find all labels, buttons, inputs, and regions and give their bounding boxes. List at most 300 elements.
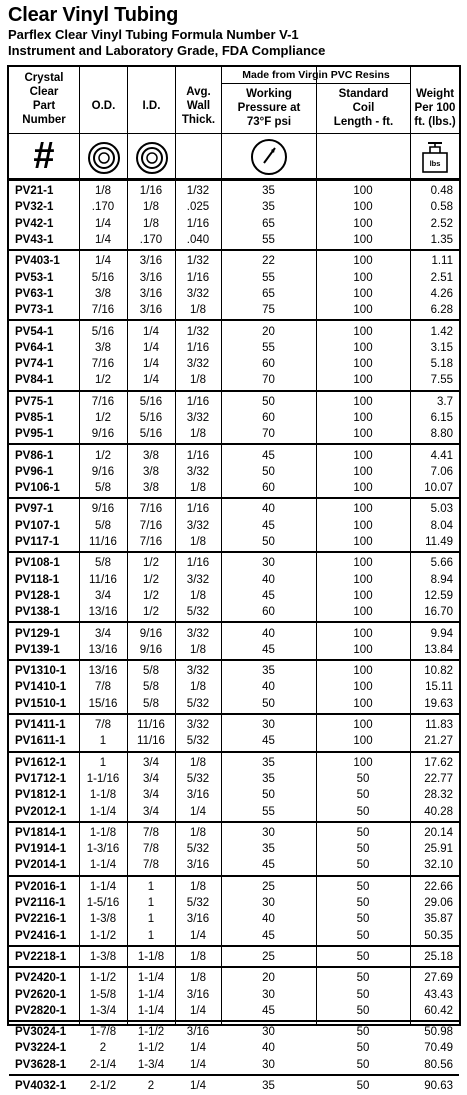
cell-wall-thickness: 1/8 bbox=[190, 304, 206, 317]
cell-coil-length: 100 bbox=[353, 735, 373, 748]
cell-id: 9/16 bbox=[139, 643, 163, 656]
cell-part-number: PV95-1 bbox=[15, 428, 54, 441]
cell-part-number: PV54-1 bbox=[15, 325, 54, 338]
table-row bbox=[9, 183, 459, 199]
cell-coil-length: 100 bbox=[353, 606, 373, 619]
cell-id: 1 bbox=[147, 913, 155, 926]
cell-coil-length: 100 bbox=[353, 201, 373, 214]
table-row bbox=[9, 879, 459, 895]
cell-id: 1/4 bbox=[143, 374, 159, 387]
cell-weight: 8.94 bbox=[430, 573, 453, 586]
cell-working-pressure: 45 bbox=[262, 735, 275, 748]
cell-weight: 15.11 bbox=[425, 681, 453, 694]
cell-weight: 0.58 bbox=[430, 201, 453, 214]
header-od bbox=[79, 67, 127, 178]
weight-scale-icon bbox=[420, 139, 450, 175]
cell-weight: 3.7 bbox=[437, 395, 453, 408]
cell-part-number: PV85-1 bbox=[15, 412, 54, 424]
cell-weight: 1.42 bbox=[430, 325, 453, 338]
cell-od: 1-1/16 bbox=[86, 772, 120, 785]
header-wall-line: Thick. bbox=[181, 114, 216, 126]
table-row bbox=[9, 857, 459, 873]
cell-id: 1/2 bbox=[143, 557, 159, 570]
cell-wall-thickness: 1/16 bbox=[186, 395, 210, 408]
cell-wall-thickness: 1/4 bbox=[190, 929, 206, 942]
table-row bbox=[9, 372, 459, 388]
cell-wall-thickness: 3/16 bbox=[186, 789, 210, 802]
cell-wall-thickness: 5/32 bbox=[186, 606, 210, 619]
cell-weight: 2.52 bbox=[430, 217, 453, 230]
cell-working-pressure: 35 bbox=[262, 185, 275, 198]
header-pressure bbox=[221, 67, 316, 178]
cell-part-number: PV2012-1 bbox=[15, 805, 67, 818]
cell-id: 1/2 bbox=[143, 573, 159, 586]
header-wall bbox=[175, 67, 221, 178]
cell-od: 1 bbox=[99, 756, 107, 769]
cell-wall-thickness: 3/32 bbox=[186, 627, 210, 640]
cell-id: 7/8 bbox=[143, 859, 159, 872]
cell-weight: 20.14 bbox=[424, 826, 453, 839]
row-group bbox=[9, 181, 459, 251]
cell-wall-thickness: 1/8 bbox=[190, 374, 206, 387]
cell-od: 5/8 bbox=[95, 482, 111, 495]
cell-id: 3/16 bbox=[139, 255, 163, 268]
cell-part-number: PV1914-1 bbox=[15, 843, 67, 856]
table-row bbox=[9, 199, 459, 215]
cell-part-number: PV1510-1 bbox=[15, 697, 67, 710]
cell-wall-thickness: 1/32 bbox=[186, 255, 210, 268]
cell-wall-thickness: .040 bbox=[186, 234, 210, 247]
cell-weight: 6.28 bbox=[430, 304, 453, 317]
row-group bbox=[9, 553, 459, 623]
cell-od: 1-1/2 bbox=[89, 929, 117, 942]
cell-weight: 28.32 bbox=[424, 789, 453, 802]
table-row bbox=[9, 679, 459, 695]
cell-weight: 5.03 bbox=[430, 503, 453, 516]
cell-part-number: PV3224-1 bbox=[15, 1042, 67, 1055]
cell-working-pressure: 50 bbox=[262, 465, 275, 478]
cell-part-number: PV96-1 bbox=[15, 465, 54, 478]
cell-weight: 2.51 bbox=[430, 271, 453, 284]
cell-part-number: PV2416-1 bbox=[15, 929, 67, 942]
cell-coil-length: 100 bbox=[353, 234, 373, 247]
cell-wall-thickness: 1/16 bbox=[186, 557, 210, 570]
cell-od: 1-1/4 bbox=[89, 880, 117, 893]
subtitle-formula: Parflex Clear Vinyl Tubing Formula Number V-1 bbox=[8, 27, 299, 42]
cell-working-pressure: 45 bbox=[262, 519, 275, 532]
cell-wall-thickness: 1/8 bbox=[190, 536, 206, 549]
cell-wall-thickness: 1/8 bbox=[190, 681, 206, 694]
table-row bbox=[9, 1078, 459, 1094]
cell-coil-length: 50 bbox=[356, 988, 370, 1001]
cell-part-number: PV128-1 bbox=[15, 589, 60, 602]
cell-od: 11/16 bbox=[89, 536, 117, 549]
header-weight-line: ft. (lbs.) bbox=[414, 116, 456, 128]
cell-weight: 7.06 bbox=[430, 465, 453, 478]
cell-coil-length: 100 bbox=[353, 325, 373, 338]
cell-wall-thickness: 1/16 bbox=[186, 503, 210, 516]
cell-id: 5/16 bbox=[139, 412, 163, 424]
table-row bbox=[9, 501, 459, 517]
cell-id: 1/8 bbox=[143, 217, 159, 230]
cell-od: 5/16 bbox=[91, 271, 115, 284]
table-row bbox=[9, 286, 459, 302]
cell-id: 3/8 bbox=[143, 482, 159, 495]
header-od-label: O.D. bbox=[91, 100, 116, 112]
table-row bbox=[9, 410, 459, 426]
row-group bbox=[9, 823, 459, 877]
table-row bbox=[9, 555, 459, 571]
cell-part-number: PV1712-1 bbox=[15, 772, 67, 785]
cell-coil-length: 100 bbox=[353, 756, 373, 769]
cell-wall-thickness: 3/32 bbox=[186, 665, 210, 678]
cell-od: 1-3/8 bbox=[89, 950, 117, 963]
cell-part-number: PV2014-1 bbox=[15, 859, 67, 872]
cell-id: 3/4 bbox=[143, 805, 159, 818]
cell-weight: 19.63 bbox=[424, 697, 453, 710]
cell-coil-length: 50 bbox=[356, 950, 370, 963]
cell-weight: 11.49 bbox=[425, 536, 453, 549]
row-group bbox=[9, 1022, 459, 1076]
cell-weight: 50.98 bbox=[424, 1026, 453, 1039]
cell-working-pressure: 30 bbox=[262, 1058, 275, 1071]
cell-coil-length: 100 bbox=[353, 503, 373, 516]
header-part-line: Crystal bbox=[24, 72, 64, 84]
cell-part-number: PV118-1 bbox=[15, 573, 60, 586]
cell-wall-thickness: 1/8 bbox=[190, 950, 206, 963]
cell-coil-length: 50 bbox=[356, 1042, 370, 1055]
cell-coil-length: 100 bbox=[353, 341, 373, 354]
cell-od: 13/16 bbox=[88, 665, 118, 678]
cell-part-number: PV2820-1 bbox=[15, 1004, 67, 1017]
cell-od: 9/16 bbox=[91, 503, 115, 516]
cell-od: 3/8 bbox=[95, 341, 111, 354]
cell-working-pressure: 35 bbox=[262, 756, 275, 769]
cell-coil-length: 50 bbox=[356, 1004, 370, 1017]
table-row bbox=[9, 663, 459, 679]
cell-working-pressure: 30 bbox=[262, 826, 275, 839]
cell-part-number: PV1612-1 bbox=[15, 756, 67, 769]
header-part-line: Number bbox=[22, 114, 66, 126]
cell-od: 1-1/2 bbox=[89, 972, 117, 985]
table-row bbox=[9, 755, 459, 771]
cell-part-number: PV86-1 bbox=[15, 449, 54, 462]
cell-part-number: PV21-1 bbox=[15, 185, 54, 198]
cell-wall-thickness: 3/32 bbox=[186, 573, 210, 586]
cell-id: 1-1/2 bbox=[137, 1042, 165, 1055]
cell-weight: 22.77 bbox=[424, 772, 453, 785]
cell-working-pressure: 40 bbox=[262, 1042, 275, 1055]
header-wall-line: Wall bbox=[186, 100, 211, 112]
header-weight bbox=[410, 67, 459, 178]
cell-part-number: PV84-1 bbox=[15, 374, 54, 387]
cell-id: 1/4 bbox=[143, 358, 159, 371]
header-id-label: I.D. bbox=[142, 100, 161, 112]
table-row bbox=[9, 302, 459, 318]
cell-coil-length: 50 bbox=[356, 1026, 370, 1039]
cell-weight: 13.84 bbox=[424, 643, 453, 656]
header-divider bbox=[9, 133, 459, 134]
cell-working-pressure: 50 bbox=[262, 789, 275, 802]
cell-weight: 0.48 bbox=[430, 185, 453, 198]
table-row bbox=[9, 911, 459, 927]
cell-coil-length: 50 bbox=[356, 897, 370, 910]
cell-od: 1/8 bbox=[95, 185, 111, 198]
cell-working-pressure: 60 bbox=[262, 606, 275, 619]
cell-wall-thickness: 3/32 bbox=[186, 287, 210, 300]
cell-coil-length: 100 bbox=[353, 304, 373, 317]
cell-weight: 5.66 bbox=[430, 557, 453, 570]
cell-weight: 25.91 bbox=[424, 843, 453, 856]
row-group bbox=[9, 623, 459, 661]
cell-working-pressure: 40 bbox=[262, 913, 275, 926]
cell-coil-length: 100 bbox=[353, 217, 373, 230]
cell-coil-length: 100 bbox=[353, 482, 373, 495]
row-group bbox=[9, 1076, 459, 1095]
cell-weight: 43.43 bbox=[424, 988, 453, 1001]
cell-weight: 27.69 bbox=[424, 972, 453, 985]
row-group bbox=[9, 661, 459, 715]
cell-working-pressure: 75 bbox=[262, 304, 275, 317]
table-row bbox=[9, 970, 459, 986]
cell-coil-length: 100 bbox=[353, 255, 373, 268]
cell-part-number: PV2016-1 bbox=[15, 880, 67, 893]
cell-part-number: PV138-1 bbox=[15, 606, 60, 619]
cell-od: 5/8 bbox=[95, 519, 111, 532]
cell-weight: 12.59 bbox=[424, 589, 453, 602]
cell-id: 7/16 bbox=[139, 536, 163, 549]
cell-od: 1/2 bbox=[95, 449, 111, 462]
cell-working-pressure: 55 bbox=[262, 234, 275, 247]
cell-wall-thickness: 3/16 bbox=[186, 988, 210, 1001]
id-ring-icon bbox=[135, 141, 169, 175]
cell-working-pressure: 30 bbox=[262, 719, 275, 732]
cell-od: 1/2 bbox=[95, 374, 111, 387]
cell-wall-thickness: 1/4 bbox=[190, 1079, 206, 1092]
cell-id: 1/4 bbox=[143, 325, 159, 338]
table-body bbox=[9, 181, 459, 1095]
cell-weight: 3.15 bbox=[430, 341, 453, 354]
cell-wall-thickness: 1/4 bbox=[190, 1042, 206, 1055]
cell-id: 5/16 bbox=[139, 428, 163, 441]
cell-working-pressure: 35 bbox=[262, 1079, 275, 1092]
cell-part-number: PV1410-1 bbox=[15, 681, 67, 694]
table-row bbox=[9, 216, 459, 232]
cell-wall-thickness: 3/16 bbox=[186, 1026, 210, 1039]
table-row bbox=[9, 927, 459, 943]
cell-od: 5/8 bbox=[95, 557, 111, 570]
cell-weight: 29.06 bbox=[424, 897, 453, 910]
cell-working-pressure: 70 bbox=[262, 374, 275, 387]
cell-part-number: PV42-1 bbox=[15, 217, 54, 230]
cell-wall-thickness: 3/32 bbox=[186, 719, 210, 732]
cell-working-pressure: 45 bbox=[262, 1004, 275, 1017]
cell-id: 7/16 bbox=[139, 503, 163, 516]
cell-part-number: PV4032-1 bbox=[15, 1079, 67, 1092]
cell-working-pressure: 45 bbox=[262, 643, 275, 656]
cell-id: 5/8 bbox=[143, 665, 159, 678]
table-row bbox=[9, 986, 459, 1002]
cell-coil-length: 50 bbox=[356, 772, 370, 785]
cell-od: 7/16 bbox=[91, 358, 115, 371]
cell-od: 1-1/4 bbox=[89, 859, 117, 872]
cell-coil-length: 50 bbox=[356, 1079, 370, 1092]
cell-od: 9/16 bbox=[91, 428, 115, 441]
cell-part-number: PV2420-1 bbox=[15, 972, 67, 985]
cell-working-pressure: 50 bbox=[262, 536, 275, 549]
row-group bbox=[9, 251, 459, 321]
table-row bbox=[9, 1024, 459, 1040]
cell-part-number: PV106-1 bbox=[15, 482, 60, 495]
table-row bbox=[9, 696, 459, 712]
cell-id: 1/4 bbox=[143, 341, 159, 354]
header-coil-line: Standard bbox=[338, 88, 389, 100]
cell-working-pressure: 30 bbox=[262, 1026, 275, 1039]
header-coil-line: Length - ft. bbox=[333, 116, 394, 128]
cell-weight: 21.27 bbox=[424, 735, 453, 748]
cell-id: 1-1/8 bbox=[137, 950, 165, 963]
cell-part-number: PV32-1 bbox=[15, 201, 54, 214]
cell-wall-thickness: 3/32 bbox=[186, 412, 210, 424]
cell-wall-thickness: 1/8 bbox=[190, 428, 206, 441]
cell-od: 2 bbox=[99, 1042, 107, 1055]
cell-part-number: PV63-1 bbox=[15, 287, 54, 300]
cell-working-pressure: 25 bbox=[262, 880, 275, 893]
cell-od: 1-1/8 bbox=[89, 826, 117, 839]
cell-od: 1/4 bbox=[95, 217, 111, 230]
cell-id: 7/8 bbox=[143, 843, 159, 856]
cell-wall-thickness: .025 bbox=[186, 201, 210, 214]
header-wall-line: Avg. bbox=[186, 86, 211, 98]
row-group bbox=[9, 753, 459, 823]
cell-id: 7/16 bbox=[139, 519, 163, 532]
cell-id: 1/16 bbox=[139, 185, 163, 198]
cell-weight: 10.07 bbox=[424, 482, 453, 495]
cell-wall-thickness: 3/16 bbox=[186, 859, 210, 872]
cell-weight: 1.11 bbox=[431, 255, 453, 268]
header-pressure-line: Working bbox=[246, 88, 292, 100]
cell-wall-thickness: 1/32 bbox=[186, 185, 210, 198]
table-row bbox=[9, 1003, 459, 1019]
cell-part-number: PV73-1 bbox=[15, 304, 54, 317]
cell-weight: 90.63 bbox=[424, 1079, 453, 1092]
cell-weight: 22.66 bbox=[424, 880, 453, 893]
cell-wall-thickness: 1/4 bbox=[190, 805, 206, 818]
cell-od: 1-3/4 bbox=[89, 1004, 117, 1017]
pvc-resins-band: Made from Virgin PVC Resins bbox=[221, 67, 410, 84]
cell-wall-thickness: 1/8 bbox=[190, 589, 206, 602]
cell-part-number: PV2116-1 bbox=[15, 897, 66, 910]
cell-working-pressure: 60 bbox=[262, 412, 275, 424]
cell-id: 3/4 bbox=[143, 772, 159, 785]
cell-od: 1-7/8 bbox=[89, 1026, 117, 1039]
od-ring-icon bbox=[87, 141, 121, 175]
cell-coil-length: 100 bbox=[353, 287, 373, 300]
cell-od: 15/16 bbox=[88, 697, 118, 710]
header-part-number bbox=[9, 67, 79, 178]
cell-part-number: PV403-1 bbox=[15, 255, 60, 268]
cell-weight: 35.87 bbox=[424, 913, 453, 926]
cell-wall-thickness: 5/32 bbox=[186, 697, 210, 710]
page-title: Clear Vinyl Tubing bbox=[8, 4, 179, 26]
cell-weight: 6.15 bbox=[430, 412, 453, 424]
cell-part-number: PV3628-1 bbox=[15, 1058, 67, 1071]
cell-part-number: PV43-1 bbox=[15, 234, 54, 247]
scale-lbs-label: lbs bbox=[429, 159, 441, 168]
cell-od: 7/16 bbox=[91, 395, 115, 408]
cell-weight: 7.55 bbox=[430, 374, 453, 387]
cell-weight: 50.35 bbox=[424, 929, 453, 942]
cell-id: 9/16 bbox=[139, 627, 163, 640]
cell-wall-thickness: 3/32 bbox=[186, 465, 210, 478]
cell-working-pressure: 40 bbox=[262, 573, 275, 586]
cell-working-pressure: 22 bbox=[262, 255, 275, 268]
row-group bbox=[9, 392, 459, 446]
header-coil-line: Coil bbox=[352, 102, 375, 114]
cell-od: 3/4 bbox=[95, 627, 111, 640]
cell-part-number: PV1814-1 bbox=[15, 826, 67, 839]
cell-weight: 25.18 bbox=[424, 950, 453, 963]
cell-coil-length: 50 bbox=[356, 859, 370, 872]
header-pressure-line: Pressure at bbox=[237, 102, 301, 114]
cell-od: 13/16 bbox=[88, 606, 118, 619]
cell-wall-thickness: 1/16 bbox=[186, 341, 210, 354]
table-row bbox=[9, 787, 459, 803]
row-group bbox=[9, 321, 459, 391]
cell-weight: 10.82 bbox=[424, 665, 453, 678]
cell-working-pressure: 50 bbox=[262, 395, 275, 408]
cell-working-pressure: 35 bbox=[262, 665, 275, 678]
cell-weight: 5.18 bbox=[430, 358, 453, 371]
cell-coil-length: 100 bbox=[353, 185, 373, 198]
header-part-line: Part bbox=[32, 100, 56, 112]
table-row bbox=[9, 625, 459, 641]
cell-part-number: PV3024-1 bbox=[15, 1026, 67, 1039]
cell-id: 1-1/4 bbox=[137, 972, 165, 985]
cell-part-number: PV1611-1 bbox=[15, 735, 66, 748]
table-row bbox=[9, 604, 459, 620]
cell-coil-length: 100 bbox=[353, 589, 373, 602]
cell-coil-length: 50 bbox=[356, 826, 370, 839]
cell-od: 1 bbox=[99, 735, 107, 748]
cell-part-number: PV97-1 bbox=[15, 503, 54, 516]
cell-coil-length: 100 bbox=[353, 557, 373, 570]
table-row bbox=[9, 323, 459, 339]
cell-od: 7/16 bbox=[91, 304, 115, 317]
table-row bbox=[9, 841, 459, 857]
cell-od: 9/16 bbox=[91, 465, 115, 478]
cell-part-number: PV1812-1 bbox=[15, 789, 67, 802]
cell-od: 1/4 bbox=[95, 255, 111, 268]
cell-wall-thickness: 5/32 bbox=[186, 843, 210, 856]
cell-part-number: PV74-1 bbox=[15, 358, 54, 371]
table-row bbox=[9, 825, 459, 841]
table-row bbox=[9, 447, 459, 463]
cell-weight: 70.49 bbox=[424, 1042, 453, 1055]
cell-part-number: PV2218-1 bbox=[15, 950, 67, 963]
cell-working-pressure: 50 bbox=[262, 697, 275, 710]
cell-id: 3/16 bbox=[139, 287, 163, 300]
cell-part-number: PV53-1 bbox=[15, 271, 54, 284]
cell-working-pressure: 35 bbox=[262, 201, 275, 214]
cell-wall-thickness: 3/16 bbox=[186, 913, 210, 926]
cell-part-number: PV139-1 bbox=[15, 643, 60, 656]
cell-coil-length: 50 bbox=[356, 929, 370, 942]
cell-weight: 40.28 bbox=[424, 805, 453, 818]
cell-wall-thickness: 1/8 bbox=[190, 826, 206, 839]
cell-working-pressure: 35 bbox=[262, 772, 275, 785]
cell-id: 11/16 bbox=[137, 719, 165, 732]
